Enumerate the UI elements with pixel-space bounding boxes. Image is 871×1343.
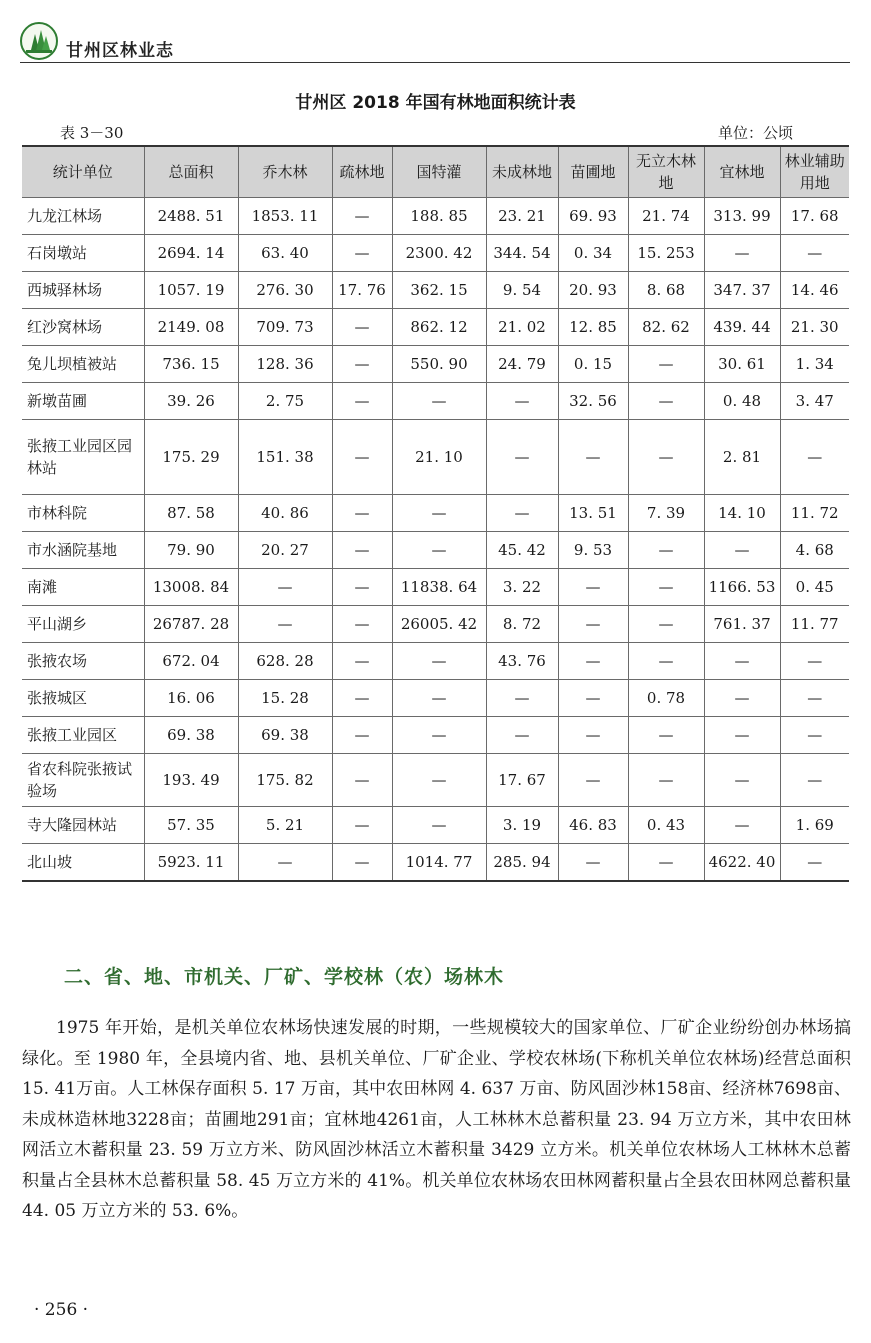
unit-name-cell: 石岗墩站 (22, 235, 144, 272)
forest-land-area-table (22, 145, 849, 882)
value-cell: — (558, 844, 628, 882)
value-cell: — (332, 309, 392, 346)
value-cell: 45. 42 (486, 532, 558, 569)
table-row (22, 807, 849, 844)
value-cell: — (392, 643, 486, 680)
value-cell: 8. 72 (486, 606, 558, 643)
value-cell: — (238, 844, 332, 882)
forest-trees-logo-icon (20, 22, 58, 60)
table-row (22, 420, 849, 495)
value-cell: — (628, 383, 704, 420)
table-row (22, 643, 849, 680)
value-cell: — (780, 420, 849, 495)
table-row (22, 754, 849, 807)
value-cell: — (628, 754, 704, 807)
value-cell: 21. 74 (628, 198, 704, 235)
value-cell: — (628, 606, 704, 643)
table-row (22, 309, 849, 346)
value-cell: — (486, 717, 558, 754)
value-cell: — (780, 235, 849, 272)
unit-name-cell: 张掖农场 (22, 643, 144, 680)
value-cell: 17. 67 (486, 754, 558, 807)
book-title: 甘州区林业志 (66, 41, 174, 61)
value-cell: 2. 75 (238, 383, 332, 420)
value-cell: 0. 78 (628, 680, 704, 717)
column-header: 无立木林地 (628, 146, 704, 198)
unit-name-cell: 省农科院张掖试验场 (22, 754, 144, 807)
column-header: 宜林地 (704, 146, 780, 198)
value-cell: 0. 45 (780, 569, 849, 606)
value-cell: 151. 38 (238, 420, 332, 495)
table-row (22, 346, 849, 383)
value-cell: — (628, 844, 704, 882)
unit-name-cell: 新墩苗圃 (22, 383, 144, 420)
table-row (22, 844, 849, 882)
value-cell: 20. 27 (238, 532, 332, 569)
value-cell: 15. 28 (238, 680, 332, 717)
value-cell: 9. 54 (486, 272, 558, 309)
body-paragraph: 1975 年开始，是机关单位农林场快速发展的时期，一些规模较大的国家单位、厂矿企业纷纷创办林场搞绿化。至 1980 年，全县境内省、地、县机关单位、厂矿企业、学校农林场(下称机关单位农林场)经营总面积15. 41万亩。人工林保存面积 5. 17 万亩，其中农田林网 4. 637 万亩、防风固沙林158亩、经济林7698亩、未成林造林地3228亩；苗圃地291亩；宜林地4261亩，人工林林木总蓄积量 23. 94 万立方米，其中农田林网活立木蓄积量 23. 59 万立方米、防风固沙林活立木蓄积量 3429 立方米。机关单位农林场人工林林木总蓄积量占全县林木总蓄积量 58. 45 万立方米的 41%。机关单位农林场农田林网蓄积量占全县农田林网总蓄积量 44. 05 万立方米的 53. 6%。 (22, 1018, 851, 1221)
value-cell: 69. 93 (558, 198, 628, 235)
value-cell: — (392, 680, 486, 717)
value-cell: 5923. 11 (144, 844, 238, 882)
unit-name-cell: 平山湖乡 (22, 606, 144, 643)
value-cell: — (780, 643, 849, 680)
value-cell: — (704, 680, 780, 717)
value-cell: — (558, 680, 628, 717)
table-row (22, 235, 849, 272)
value-cell: — (704, 717, 780, 754)
value-cell: — (332, 717, 392, 754)
value-cell: 26787. 28 (144, 606, 238, 643)
table-row (22, 272, 849, 309)
table-row (22, 495, 849, 532)
column-header: 疏林地 (332, 146, 392, 198)
value-cell: 1057. 19 (144, 272, 238, 309)
value-cell: 2. 81 (704, 420, 780, 495)
value-cell: — (332, 807, 392, 844)
value-cell: 2694. 14 (144, 235, 238, 272)
table-row (22, 717, 849, 754)
table-row (22, 532, 849, 569)
value-cell: 87. 58 (144, 495, 238, 532)
value-cell: 2149. 08 (144, 309, 238, 346)
value-cell: — (332, 643, 392, 680)
value-cell: 3. 22 (486, 569, 558, 606)
value-cell: 5. 21 (238, 807, 332, 844)
column-header: 未成林地 (486, 146, 558, 198)
value-cell: 32. 56 (558, 383, 628, 420)
section-heading: 二、省、地、市机关、厂矿、学校林（农）场林木 (64, 966, 505, 988)
value-cell: 13008. 84 (144, 569, 238, 606)
value-cell: — (628, 569, 704, 606)
value-cell: — (628, 420, 704, 495)
value-cell: 1166. 53 (704, 569, 780, 606)
value-cell: 672. 04 (144, 643, 238, 680)
value-cell: — (704, 754, 780, 807)
value-cell: 128. 36 (238, 346, 332, 383)
value-cell: 193. 49 (144, 754, 238, 807)
value-cell: — (558, 420, 628, 495)
value-cell: — (332, 346, 392, 383)
value-cell: — (486, 680, 558, 717)
value-cell: — (392, 717, 486, 754)
table-row (22, 680, 849, 717)
unit-name-cell: 市林科院 (22, 495, 144, 532)
unit-name-cell: 红沙窝林场 (22, 309, 144, 346)
value-cell: 313. 99 (704, 198, 780, 235)
table-row (22, 383, 849, 420)
column-header: 乔木林 (238, 146, 332, 198)
table-header-row (22, 146, 849, 198)
value-cell: 40. 86 (238, 495, 332, 532)
column-header: 林业辅助用地 (780, 146, 849, 198)
value-cell: — (332, 680, 392, 717)
page-number: · 256 · (34, 1300, 89, 1320)
value-cell: 11. 72 (780, 495, 849, 532)
value-cell: 23. 21 (486, 198, 558, 235)
value-cell: 4622. 40 (704, 844, 780, 882)
value-cell: 0. 48 (704, 383, 780, 420)
column-header: 总面积 (144, 146, 238, 198)
value-cell: 628. 28 (238, 643, 332, 680)
value-cell: 550. 90 (392, 346, 486, 383)
value-cell: 11. 77 (780, 606, 849, 643)
value-cell: — (392, 532, 486, 569)
value-cell: 9. 53 (558, 532, 628, 569)
value-cell: — (392, 495, 486, 532)
value-cell: 14. 46 (780, 272, 849, 309)
value-cell: 1. 34 (780, 346, 849, 383)
value-cell: 15. 253 (628, 235, 704, 272)
value-cell: — (332, 235, 392, 272)
value-cell: 188. 85 (392, 198, 486, 235)
value-cell: — (392, 754, 486, 807)
unit-name-cell: 西城驿林场 (22, 272, 144, 309)
page-header (20, 22, 850, 64)
value-cell: 736. 15 (144, 346, 238, 383)
value-cell: — (486, 420, 558, 495)
value-cell: 175. 82 (238, 754, 332, 807)
column-header: 国特灌 (392, 146, 486, 198)
value-cell: — (238, 569, 332, 606)
value-cell: 4. 68 (780, 532, 849, 569)
value-cell: 17. 76 (332, 272, 392, 309)
value-cell: 20. 93 (558, 272, 628, 309)
value-cell: — (704, 532, 780, 569)
value-cell: 285. 94 (486, 844, 558, 882)
value-cell: — (704, 235, 780, 272)
unit-name-cell: 北山坡 (22, 844, 144, 882)
value-cell: — (704, 807, 780, 844)
value-cell: — (558, 754, 628, 807)
value-cell: 26005. 42 (392, 606, 486, 643)
value-cell: 0. 43 (628, 807, 704, 844)
value-cell: 0. 34 (558, 235, 628, 272)
value-cell: 69. 38 (238, 717, 332, 754)
value-cell: 16. 06 (144, 680, 238, 717)
value-cell: 2488. 51 (144, 198, 238, 235)
value-cell: — (558, 569, 628, 606)
value-cell: 1014. 77 (392, 844, 486, 882)
table-row (22, 569, 849, 606)
value-cell: 21. 02 (486, 309, 558, 346)
value-cell: 21. 30 (780, 309, 849, 346)
unit-name-cell: 寺大隆园林站 (22, 807, 144, 844)
value-cell: 1853. 11 (238, 198, 332, 235)
unit-name-cell: 张掖城区 (22, 680, 144, 717)
value-cell: — (392, 383, 486, 420)
column-header: 统计单位 (22, 146, 144, 198)
value-cell: — (332, 532, 392, 569)
value-cell: — (704, 643, 780, 680)
value-cell: 24. 79 (486, 346, 558, 383)
value-cell: — (558, 717, 628, 754)
unit-name-cell: 市水涵院基地 (22, 532, 144, 569)
value-cell: 46. 83 (558, 807, 628, 844)
value-cell: — (628, 643, 704, 680)
table-number: 表 3－30 (60, 124, 124, 142)
table-row (22, 606, 849, 643)
value-cell: 709. 73 (238, 309, 332, 346)
value-cell: 63. 40 (238, 235, 332, 272)
value-cell: — (558, 606, 628, 643)
value-cell: 30. 61 (704, 346, 780, 383)
value-cell: 69. 38 (144, 717, 238, 754)
value-cell: — (780, 844, 849, 882)
table-title: 甘州区 2018 年国有林地面积统计表 (295, 93, 576, 113)
value-cell: 276. 30 (238, 272, 332, 309)
value-cell: 175. 29 (144, 420, 238, 495)
unit-name-cell: 张掖工业园区园林站 (22, 420, 144, 495)
value-cell: — (332, 569, 392, 606)
value-cell: 39. 26 (144, 383, 238, 420)
table-unit: 单位：公顷 (718, 124, 794, 142)
value-cell: 21. 10 (392, 420, 486, 495)
value-cell: — (558, 643, 628, 680)
value-cell: — (332, 495, 392, 532)
header-rule (20, 62, 850, 63)
value-cell: 14. 10 (704, 495, 780, 532)
unit-name-cell: 九龙江林场 (22, 198, 144, 235)
value-cell: — (628, 346, 704, 383)
value-cell: — (486, 383, 558, 420)
value-cell: 12. 85 (558, 309, 628, 346)
value-cell: 17. 68 (780, 198, 849, 235)
value-cell: 3. 47 (780, 383, 849, 420)
value-cell: 362. 15 (392, 272, 486, 309)
value-cell: 3. 19 (486, 807, 558, 844)
value-cell: — (332, 198, 392, 235)
value-cell: — (392, 807, 486, 844)
value-cell: 347. 37 (704, 272, 780, 309)
unit-name-cell: 南滩 (22, 569, 144, 606)
value-cell: 79. 90 (144, 532, 238, 569)
value-cell: — (780, 680, 849, 717)
value-cell: 862. 12 (392, 309, 486, 346)
value-cell: 1. 69 (780, 807, 849, 844)
value-cell: — (332, 606, 392, 643)
value-cell: — (332, 754, 392, 807)
value-cell: 2300. 42 (392, 235, 486, 272)
unit-name-cell: 兔儿坝植被站 (22, 346, 144, 383)
value-cell: 13. 51 (558, 495, 628, 532)
column-header: 苗圃地 (558, 146, 628, 198)
unit-name-cell: 张掖工业园区 (22, 717, 144, 754)
value-cell: 0. 15 (558, 346, 628, 383)
value-cell: — (780, 754, 849, 807)
value-cell: 439. 44 (704, 309, 780, 346)
value-cell: — (332, 420, 392, 495)
value-cell: 344. 54 (486, 235, 558, 272)
value-cell: 82. 62 (628, 309, 704, 346)
value-cell: 8. 68 (628, 272, 704, 309)
table-row (22, 198, 849, 235)
value-cell: — (486, 495, 558, 532)
value-cell: — (780, 717, 849, 754)
value-cell: — (332, 383, 392, 420)
value-cell: — (332, 844, 392, 882)
value-cell: — (238, 606, 332, 643)
value-cell: 43. 76 (486, 643, 558, 680)
value-cell: 57. 35 (144, 807, 238, 844)
value-cell: — (628, 717, 704, 754)
value-cell: 7. 39 (628, 495, 704, 532)
value-cell: — (628, 532, 704, 569)
value-cell: 761. 37 (704, 606, 780, 643)
value-cell: 11838. 64 (392, 569, 486, 606)
